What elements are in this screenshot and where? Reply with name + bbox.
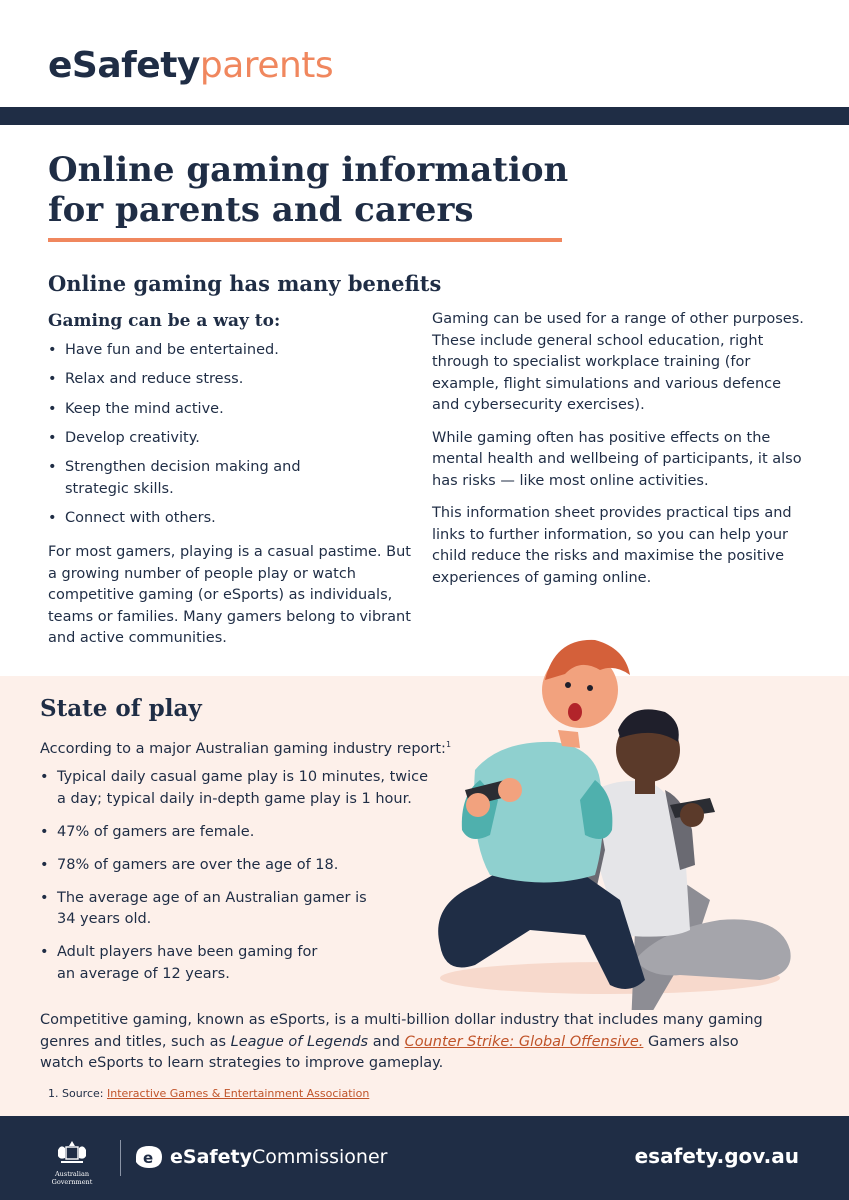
list-item: • Keep the mind active. — [48, 399, 388, 421]
list-item: • The average age of an Australian gamer is 34 years old. — [40, 888, 385, 931]
footnote-marker: 1 — [445, 740, 452, 749]
right-column — [432, 309, 810, 600]
league-of-legends-title: League of Legends — [230, 1033, 369, 1050]
list-item: • 78% of gamers are over the age of 18. — [40, 855, 460, 877]
counter-strike-link[interactable]: Counter Strike: Global Offensive. — [404, 1033, 644, 1050]
australian-government-logo — [42, 1138, 102, 1186]
page-title — [48, 150, 608, 230]
esports-text-b: Gamers also watch eSports to learn strategies to improve gameplay. — [40, 1033, 739, 1071]
benefits-list — [48, 340, 388, 537]
source-label: 1. Source: — [48, 1087, 107, 1100]
title-underline — [48, 238, 562, 242]
benefits-heading: Online gaming has many benefits — [48, 271, 442, 296]
list-item: • Adult players have been gaming for an average of 12 years. — [40, 942, 340, 985]
list-item: • Typical daily casual game play is 10 minutes, twice a day; typical daily in-depth game play is 1 hour. — [40, 767, 440, 810]
intro-text: According to a major Australian gaming industry report: — [40, 740, 446, 757]
right-paragraph-1: Gaming can be used for a range of other purposes. These include general school education, right through to specialist workplace training (for example, flight simulations and various defence and cybersecurity exercises). — [432, 311, 804, 413]
list-item: • Connect with others. — [48, 508, 388, 530]
state-of-play-intro — [40, 734, 500, 760]
svg-text:e: e — [143, 1149, 154, 1167]
state-of-play-heading: State of play — [40, 695, 202, 722]
benefits-paragraph: For most gamers, playing is a casual pastime. But a growing number of people play or watch competitive gaming (or eSports) as individuals, teams or families. Many gamers belong to vibrant and active communities. — [48, 544, 411, 646]
header-bar — [0, 107, 849, 125]
list-item: • 47% of gamers are female. — [40, 822, 460, 844]
right-paragraph-3: This information sheet provides practical tips and links to further information, so you can help your child reduce the risks and maximise the positive experiences of gaming online. — [432, 505, 792, 586]
esports-paragraph — [40, 1010, 780, 1075]
coat-of-arms-icon — [55, 1138, 89, 1168]
footer — [0, 1116, 849, 1200]
igea-link[interactable]: Interactive Games & Entertainment Association — [106, 1087, 370, 1100]
wordmark-esafety: eSafety — [170, 1146, 253, 1168]
brand-esafety: eSafety — [48, 45, 200, 86]
list-item: • Have fun and be entertained. — [48, 340, 388, 362]
state-of-play-list — [40, 767, 460, 997]
right-paragraph-2: While gaming often has positive effects on the mental health and wellbeing of participants, it also has risks — like most online activities. — [432, 429, 802, 489]
australian-government-label: Australian Government — [51, 1170, 93, 1186]
page-title-line2: for parents and carers — [48, 190, 474, 230]
list-item: • Relax and reduce stress. — [48, 369, 388, 391]
page-title-line1: Online gaming information — [48, 150, 569, 190]
website-url[interactable]: esafety.gov.au — [634, 1144, 799, 1168]
esports-and: and — [368, 1033, 405, 1050]
list-item: • Strengthen decision making and strategic skills. — [48, 457, 318, 500]
source-footnote — [48, 1086, 369, 1102]
footer-divider — [120, 1140, 121, 1176]
wordmark-commissioner: Commissioner — [252, 1146, 388, 1168]
brand-logo — [48, 42, 333, 90]
esports-text-a: Competitive gaming, known as eSports, is a multi-billion dollar industry that includes many gaming genres and titles, such as — [40, 1012, 763, 1050]
brand-parents: parents — [199, 45, 334, 86]
esafety-commissioner-wordmark — [170, 1145, 387, 1169]
benefits-subheading: Gaming can be a way to: — [48, 311, 281, 331]
list-item: • Develop creativity. — [48, 428, 388, 450]
esafety-logo-icon — [134, 1144, 164, 1170]
